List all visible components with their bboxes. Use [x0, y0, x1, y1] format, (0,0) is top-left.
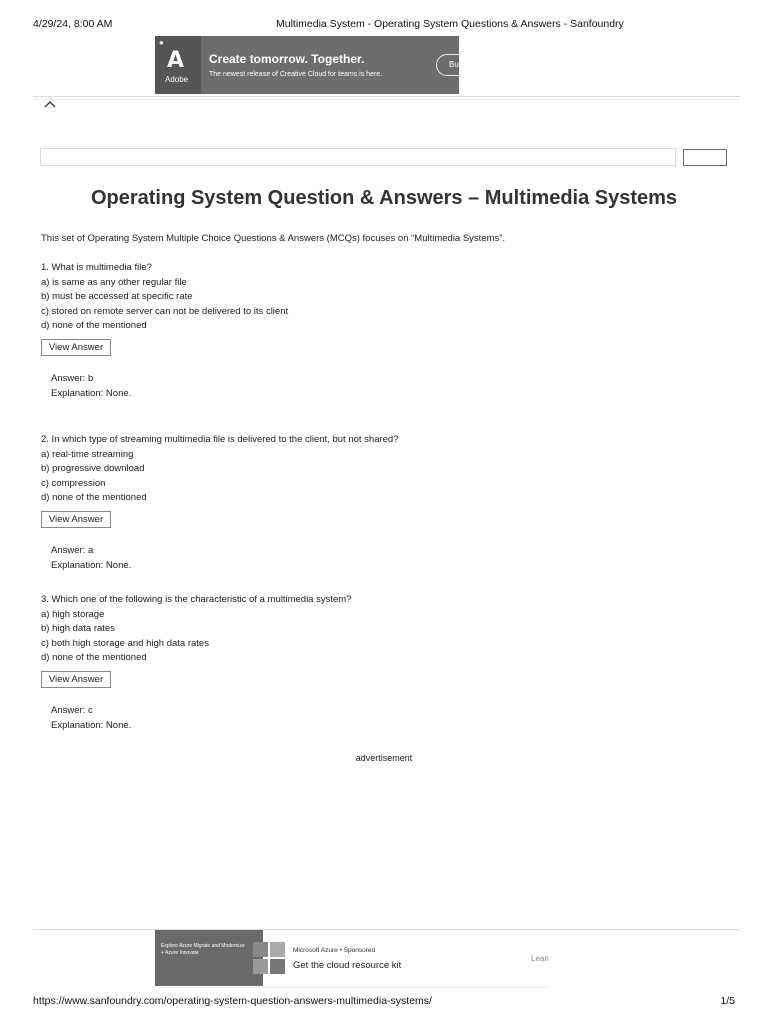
chevron-up-icon[interactable]: [44, 96, 58, 108]
answer-text: Answer: c: [51, 705, 93, 716]
adobe-logo-icon: A: [167, 48, 185, 73]
option: a) is same as any other regular file: [41, 276, 187, 288]
question-block: [41, 261, 288, 334]
option: c) both high storage and high data rates: [41, 637, 209, 649]
option: b) high data rates: [41, 623, 115, 634]
option: a) high storage: [41, 608, 105, 620]
intro-text: This set of Operating System Multiple Choice Questions & Answers (MCQs) focuses on “Multimedia Systems”.: [41, 233, 506, 244]
divider: [33, 96, 740, 97]
ad-cta-button[interactable]: Lean: [531, 954, 549, 963]
question-block: [41, 593, 351, 666]
view-answer-button[interactable]: View Answer: [41, 671, 111, 688]
answer-text: Answer: a: [51, 545, 94, 556]
answer-text: Answer: b: [51, 373, 94, 384]
print-page-title: Multimedia System - Operating System Questions & Answers - Sanfoundry: [276, 18, 624, 30]
question-text: 3. Which one of the following is the characteristic of a multimedia system?: [41, 594, 352, 605]
view-answer-button[interactable]: View Answer: [41, 339, 111, 356]
bottom-banner-ad[interactable]: [155, 930, 550, 986]
option: d) none of the mentioned: [41, 652, 147, 663]
view-answer-button[interactable]: View Answer: [41, 511, 111, 528]
ad-subline: The newest release of Creative Cloud for teams is here.: [209, 71, 383, 78]
option: d) none of the mentioned: [41, 492, 147, 503]
option: b) must be accessed at specific rate: [41, 291, 193, 302]
search-button[interactable]: [683, 149, 727, 166]
print-page-number: 1/5: [720, 995, 735, 1007]
answer-block: [51, 704, 131, 733]
ad-cta-button[interactable]: Bu: [436, 54, 459, 76]
print-datetime: 4/29/24, 8:00 AM: [33, 18, 113, 30]
adobe-logo: [155, 36, 201, 94]
question-text: 1. What is multimedia file?: [41, 262, 152, 273]
divider: [155, 987, 550, 988]
ad-headline: Get the cloud resource kit: [293, 960, 402, 971]
question-text: 2. In which type of streaming multimedia file is delivered to the client, but not shared?: [41, 434, 399, 445]
divider: [33, 99, 740, 100]
answer-block: [51, 544, 131, 573]
explanation-text: Explanation: None.: [51, 719, 132, 731]
option: b) progressive download: [41, 463, 145, 474]
search-input[interactable]: [40, 148, 676, 166]
ad-brand: Adobe: [165, 75, 189, 84]
ad-sponsor: Microsoft Azure • Sponsored: [293, 947, 376, 954]
ad-image: [155, 930, 263, 986]
microphone-icon: ●: [159, 38, 164, 47]
question-block: [41, 433, 399, 506]
print-header: [33, 18, 735, 34]
print-footer: [33, 995, 735, 1009]
top-banner-ad[interactable]: [155, 36, 459, 94]
ad-headline: Create tomorrow. Together.: [209, 52, 365, 66]
advertisement-label: advertisement: [355, 753, 413, 763]
option: a) real-time streaming: [41, 448, 134, 460]
explanation-text: Explanation: None.: [51, 387, 132, 399]
print-url: https://www.sanfoundry.com/operating-system-question-answers-multimedia-systems/: [33, 995, 432, 1007]
option: c) stored on remote server can not be delivered to its client: [41, 305, 289, 317]
option: d) none of the mentioned: [41, 320, 147, 331]
explanation-text: Explanation: None.: [51, 559, 132, 571]
option: c) compression: [41, 477, 106, 489]
microsoft-logo-icon: [253, 942, 285, 974]
page-title: Operating System Question & Answers – Multimedia Systems: [90, 187, 678, 209]
answer-block: [51, 372, 131, 401]
ad-image-line2: + Azure Innovate: [161, 950, 199, 956]
ad-image-line1: Explore Azure Migrate and Modernize: [161, 943, 245, 949]
